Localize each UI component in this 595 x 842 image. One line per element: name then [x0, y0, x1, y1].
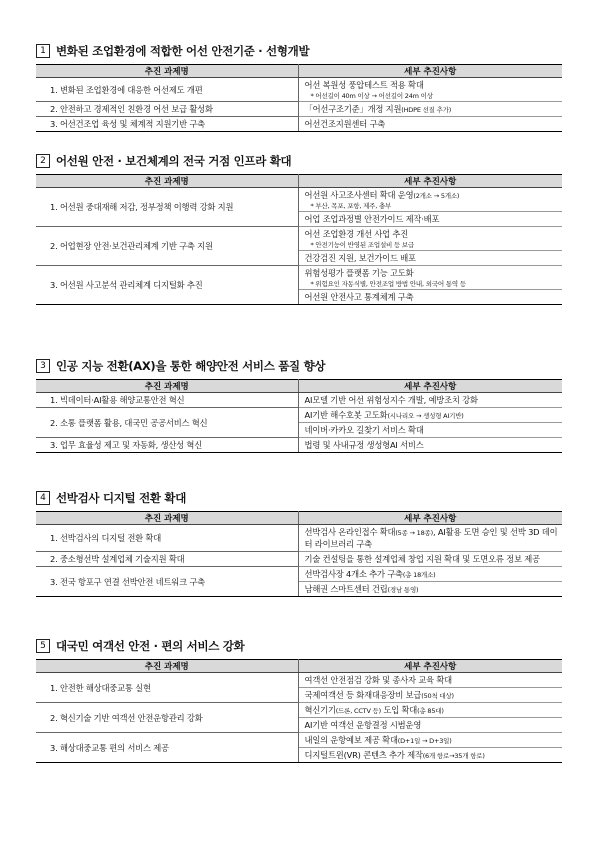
detail-cell [298, 582, 562, 597]
table-row [36, 117, 562, 132]
detail-text: 선박검사장 4개소 추가 구축 [304, 569, 403, 579]
table-row [36, 567, 562, 582]
section-table [36, 659, 562, 763]
detail-small: (경남 통영) [387, 586, 419, 594]
detail-cell [298, 552, 562, 567]
detail-text: 위험성평가 플랫폼 기능 고도화 [304, 268, 414, 278]
task-cell: 1. 빅데이터·AI활용 해양교통안전 혁신 [36, 393, 298, 408]
section-title [36, 42, 562, 60]
detail-text: 여객선 안전점검 강화 및 종사자 교육 확대 [304, 675, 452, 685]
detail-cell [298, 102, 562, 117]
detail-text: 어선원 사고조사센터 확대 운영 [304, 190, 414, 200]
detail-cell [298, 438, 562, 453]
section-number: 2 [36, 154, 50, 168]
detail-text: 어업 조업과정별 안전가이드 제작·배포 [304, 214, 440, 224]
detail-cell [298, 227, 562, 251]
detail-cell [298, 408, 562, 423]
detail-cell [298, 423, 562, 438]
task-cell: 3. 해상대중교통 편의 서비스 제공 [36, 733, 298, 763]
detail-small: (2개소 → 5개소) [413, 192, 460, 200]
section-1 [36, 42, 562, 132]
detail-text: 어선건조지원센터 구축 [304, 119, 386, 129]
detail-cell [298, 188, 562, 212]
task-cell: 1. 선박검사의 디지털 전환 확대 [36, 525, 298, 552]
detail-note: * 위험요인 자동식별, 안전조업 방법 안내, 외국어 통역 등 [310, 280, 466, 288]
detail-cell [298, 290, 562, 305]
header-task: 추진 과제명 [36, 380, 298, 393]
table-row [36, 438, 562, 453]
section-title [36, 357, 562, 375]
task-cell: 3. 어선건조업 육성 및 체계적 지원기반 구축 [36, 117, 298, 132]
detail-small: (6개 항로→35개 항로) [422, 752, 485, 760]
detail-small: (D+1일 → D+3일) [397, 737, 452, 745]
detail-cell [298, 733, 562, 748]
task-cell: 3. 업무 효율성 제고 및 자동화, 생산성 혁신 [36, 438, 298, 453]
task-cell: 1. 어선원 중대재해 저감, 정부정책 이행력 강화 지원 [36, 188, 298, 227]
detail-text: AI모델 기반 어선 위험성지수 개발, 예방조치 강화 [304, 395, 478, 405]
task-cell: 1. 안전한 해상대중교통 실현 [36, 673, 298, 703]
task-cell: 2. 중소형선박 설계업체 기술지원 확대 [36, 552, 298, 567]
section-5 [36, 637, 562, 763]
detail-text: 네이버·카카오 길찾기 서비스 확대 [304, 425, 424, 435]
table-row [36, 408, 562, 423]
task-cell: 3. 전국 항포구 연결 선박안전 네트워크 구축 [36, 567, 298, 597]
table-row [36, 393, 562, 408]
section-title [36, 489, 562, 507]
section-table [36, 174, 562, 305]
detail-note: * 안전기능이 반영된 조업설비 등 보급 [310, 241, 415, 249]
detail-text: AI기반 여객선 운항결정 시범운영 [304, 720, 422, 730]
section-number: 3 [36, 359, 50, 373]
table-header-row [36, 65, 562, 78]
detail-text: 법령 및 사내규정 생성형AI 서비스 [304, 440, 424, 450]
header-task: 추진 과제명 [36, 660, 298, 673]
detail-cell [298, 748, 562, 763]
detail-small: (총 18개소) [402, 571, 436, 579]
task-cell: 2. 어업현장 안전·보건관리체계 기반 구축 지원 [36, 227, 298, 266]
detail-cell [298, 78, 562, 102]
detail-note: * 어선길이 40m 이상 → 어선길이 24m 이상 [310, 92, 433, 100]
detail-text: 국제여객선 등 화재대응장비 보급 [304, 690, 422, 700]
detail-text: AI기반 해수호봇 고도화 [304, 410, 388, 420]
detail-text: 선박검사 온라인접수 확대 [304, 527, 396, 537]
header-task: 추진 과제명 [36, 65, 298, 78]
detail-cell [298, 718, 562, 733]
header-detail: 세부 추진사항 [298, 380, 562, 393]
header-detail: 세부 추진사항 [298, 660, 562, 673]
detail-text: 내일의 운항예보 제공 확대 [304, 735, 398, 745]
section-2 [36, 152, 562, 305]
section-title-text: 선박검사 디지털 전환 확대 [56, 491, 187, 505]
section-title-text: 변화된 조업환경에 적합한 어선 안전기준 · 선형개발 [56, 44, 310, 58]
table-header-row [36, 512, 562, 525]
detail-note: * 부산, 목포, 포항, 제주, 충부 [310, 202, 392, 210]
table-header-row [36, 660, 562, 673]
task-cell: 1. 변화된 조업환경에 대응한 어선제도 개편 [36, 78, 298, 102]
detail-cell [298, 567, 562, 582]
table-row [36, 78, 562, 102]
detail-tail: , AI활용 도면 승인 및 선박 3D 데이터 라이브러리 구축 [304, 527, 558, 549]
table-row [36, 188, 562, 212]
table-header-row [36, 175, 562, 188]
detail-text: 남해권 스마트센터 건립 [304, 584, 388, 594]
detail-text: 어선 복원성 풍압테스트 적용 확대 [304, 80, 424, 90]
section-title-text: 인공 지능 전환(AX)을 통한 해양안전 서비스 품질 향상 [56, 359, 326, 373]
detail-cell [298, 673, 562, 688]
detail-text: 혁신기기 [304, 705, 336, 715]
detail-tail: 도입 확대 [380, 705, 418, 715]
detail-small: (드론, CCTV 등) [335, 707, 381, 715]
section-3 [36, 357, 562, 453]
table-row [36, 733, 562, 748]
detail-text: 어선원 안전사고 통계체계 구축 [304, 292, 414, 302]
detail-cell [298, 525, 562, 552]
detail-cell [298, 117, 562, 132]
header-task: 추진 과제명 [36, 175, 298, 188]
detail-text: 어선 조업환경 개선 사업 추진 [304, 229, 409, 239]
detail-cell [298, 266, 562, 290]
detail-cell [298, 688, 562, 703]
detail-cell [298, 393, 562, 408]
section-title-text: 대국민 여객선 안전 · 편의 서비스 강화 [56, 639, 245, 653]
section-title-text: 어선원 안전 · 보건체계의 전국 거점 인프라 확대 [56, 154, 292, 168]
detail-small: (시나리오 → 생성형 AI기반) [387, 412, 464, 420]
detail-cell [298, 703, 562, 718]
table-row [36, 525, 562, 552]
table-row [36, 552, 562, 567]
detail-small: (HDPE 선질 추가) [401, 106, 452, 114]
header-detail: 세부 추진사항 [298, 512, 562, 525]
table-row [36, 102, 562, 117]
table-row [36, 703, 562, 718]
table-header-row [36, 380, 562, 393]
section-table [36, 511, 562, 597]
detail-small: (총 85대) [417, 707, 444, 715]
header-detail: 세부 추진사항 [298, 175, 562, 188]
detail-text: 「어선구조기준」개정 지원 [304, 104, 402, 114]
section-title [36, 152, 562, 170]
detail-text: 디지털트윈(VR) 콘텐츠 추가 제작 [304, 750, 423, 760]
table-row [36, 227, 562, 251]
table-row [36, 266, 562, 290]
section-4 [36, 489, 562, 597]
detail-cell [298, 212, 562, 227]
header-task: 추진 과제명 [36, 512, 298, 525]
section-table [36, 379, 562, 453]
task-cell: 2. 소통 플랫폼 활용, 대국민 공공서비스 혁신 [36, 408, 298, 438]
header-detail: 세부 추진사항 [298, 65, 562, 78]
detail-small: (50척 대상) [421, 692, 454, 700]
section-number: 4 [36, 491, 50, 505]
detail-small: (5종 → 18종) [395, 529, 433, 537]
section-number: 1 [36, 44, 50, 58]
table-row [36, 673, 562, 688]
detail-text: 건강검진 지원, 보건가이드 배포 [304, 253, 416, 263]
section-table [36, 64, 562, 132]
section-title [36, 637, 562, 655]
detail-text: 기술 컨설팅을 통한 설계업체 창업 지원 확대 및 도면오류 정보 제공 [304, 554, 540, 564]
section-number: 5 [36, 639, 50, 653]
detail-cell [298, 251, 562, 266]
task-cell: 2. 혁신기술 기반 여객선 안전운항관리 강화 [36, 703, 298, 733]
task-cell: 2. 안전하고 경제적인 친환경 어선 보급 활성화 [36, 102, 298, 117]
task-cell: 3. 어선원 사고분석 관리체계 디지털화 추진 [36, 266, 298, 305]
